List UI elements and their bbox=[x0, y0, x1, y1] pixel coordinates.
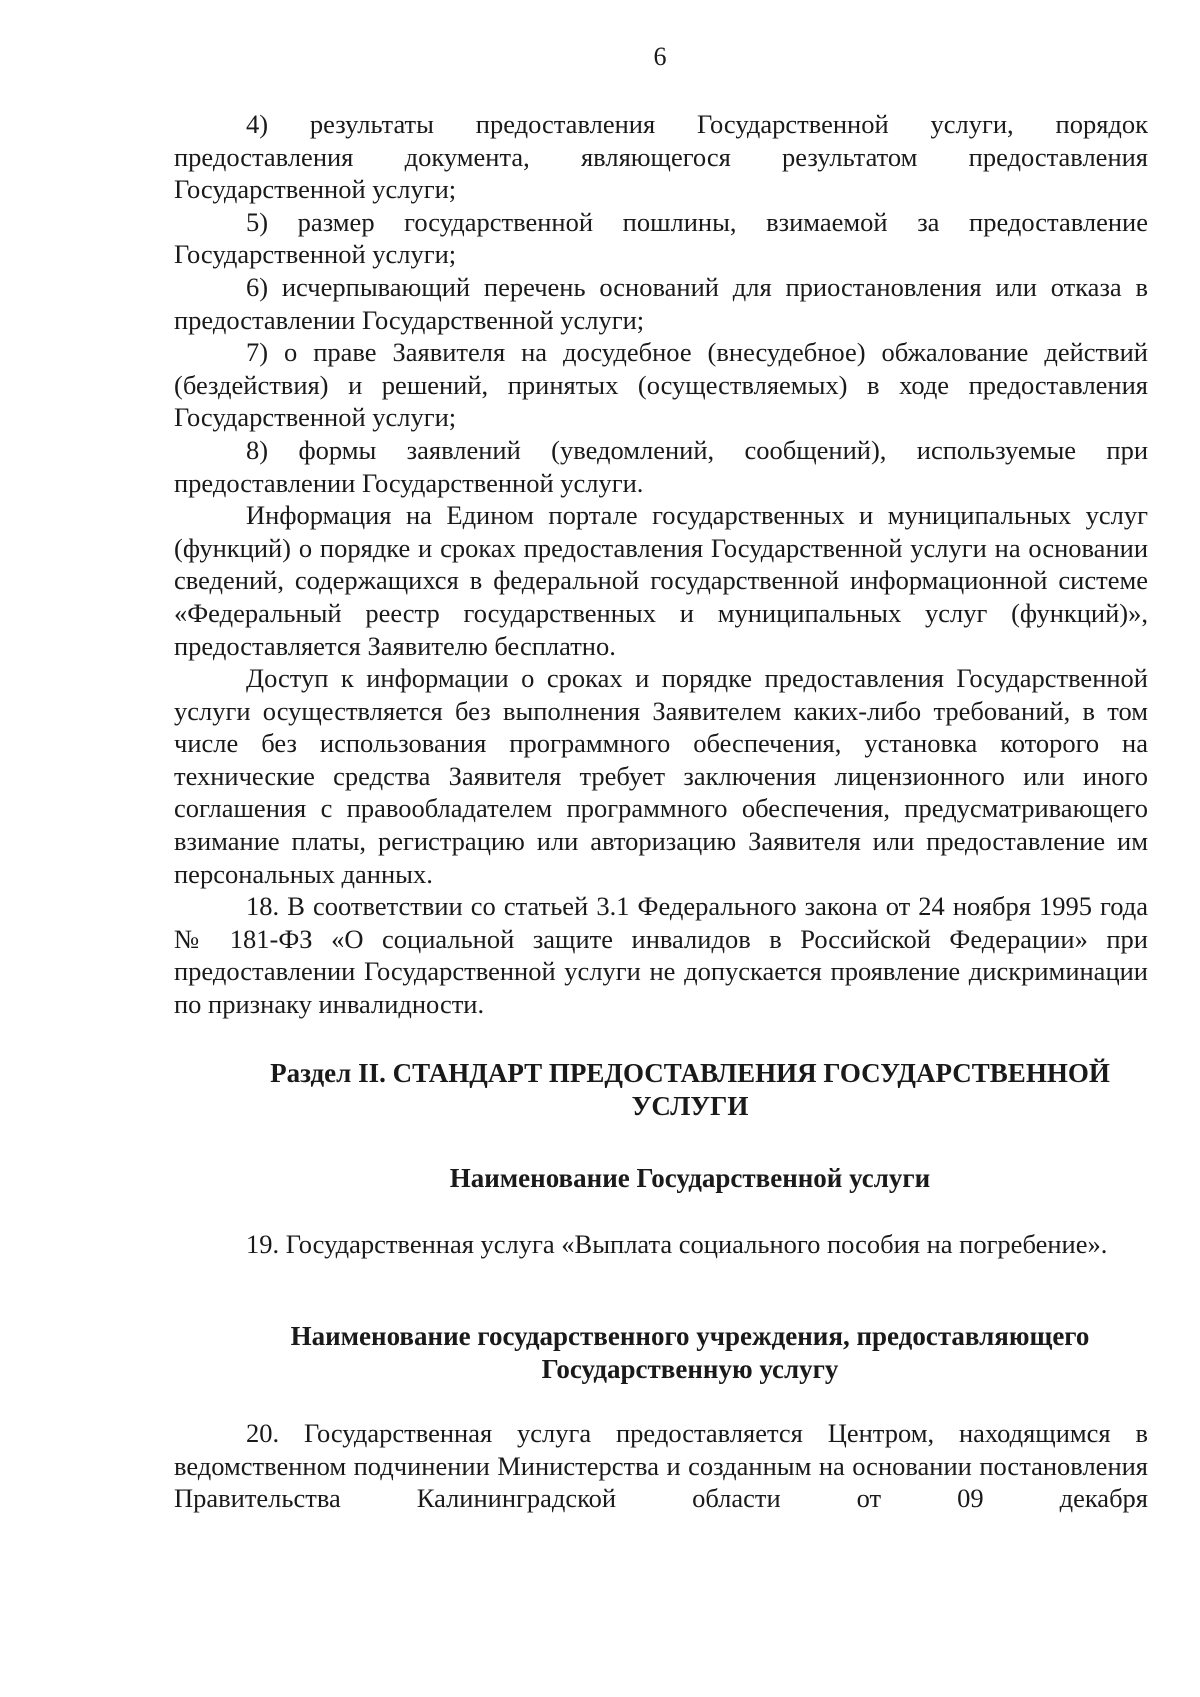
paragraph-item-8: 8) формы заявлений (уведомлений, сообщений), используемые при предоставлении Государственной услуги. bbox=[174, 434, 1148, 498]
body-text-top bbox=[174, 108, 1148, 1021]
paragraph-item-4: 4) результаты предоставления Государственной услуги, порядок предоставления документа, являющегося результатом предоставления Государственной услуги; bbox=[174, 109, 1148, 205]
paragraph-item-7: 7) о праве Заявителя на досудебное (внесудебное) обжалование действий (бездействия) и решений, принятых (осуществляемых) в ходе предоставления Государственной услуги; bbox=[174, 337, 1148, 433]
paragraph-portal-info: Информация на Едином портале государственных и муниципальных услуг (функций) о порядке и сроках предоставления Государственной услуги на основании сведений, содержащихся в федеральной государственной информационной системе «Федеральный реестр государственных и муниципальных услуг (функций)», предоставляется Заявителю бесплатно. bbox=[174, 500, 1148, 661]
subheading-institution-name: Наименование государственного учреждения, предоставляющего Государственную услугу bbox=[290, 1321, 1090, 1384]
subheading-service-name: Наименование Государственной услуги bbox=[449, 1163, 931, 1193]
section-title: Раздел II. СТАНДАРТ ПРЕДОСТАВЛЕНИЯ ГОСУДАРСТВЕННОЙ УСЛУГИ bbox=[270, 1058, 1110, 1121]
page-number: 6 bbox=[653, 42, 667, 71]
paragraph-item-5: 5) размер государственной пошлины, взимаемой за предоставление Государственной услуги; bbox=[174, 206, 1148, 270]
paragraph-18: 18. В соответствии со статьей 3.1 Федерального закона от 24 ноября 1995 года № 181-ФЗ «О социальной защите инвалидов в Российской Федерации» при предоставлении Государственной услуги не допускается проявление дискриминации по признаку инвалидности. bbox=[174, 891, 1148, 1020]
body-text-service-name bbox=[174, 1228, 1148, 1261]
body-text-institution bbox=[174, 1417, 1148, 1515]
paragraph-access-info: Доступ к информации о сроках и порядке предоставления Государственной услуги осуществляется без выполнения Заявителем каких-либо требований, в том числе без использования программного обеспечения, установка которого на технические средства Заявителя требует заключения лицензионного или иного соглашения с правообладателем программного обеспечения, предусматривающего взимание платы, регистрацию или авторизацию Заявителя или предоставление им персональных данных. bbox=[174, 663, 1148, 889]
paragraph-19: 19. Государственная услуга «Выплата социального пособия на погребение». bbox=[246, 1229, 1108, 1259]
paragraph-item-6: 6) исчерпывающий перечень оснований для приостановления или отказа в предоставлении Государственной услуги; bbox=[174, 271, 1148, 335]
paragraph-20: 20. Государственная услуга предоставляется Центром, находящимся в ведомственном подчинении Министерства и созданным на основании постановления Правительства Калининградской области от 09 декабря bbox=[174, 1418, 1148, 1514]
